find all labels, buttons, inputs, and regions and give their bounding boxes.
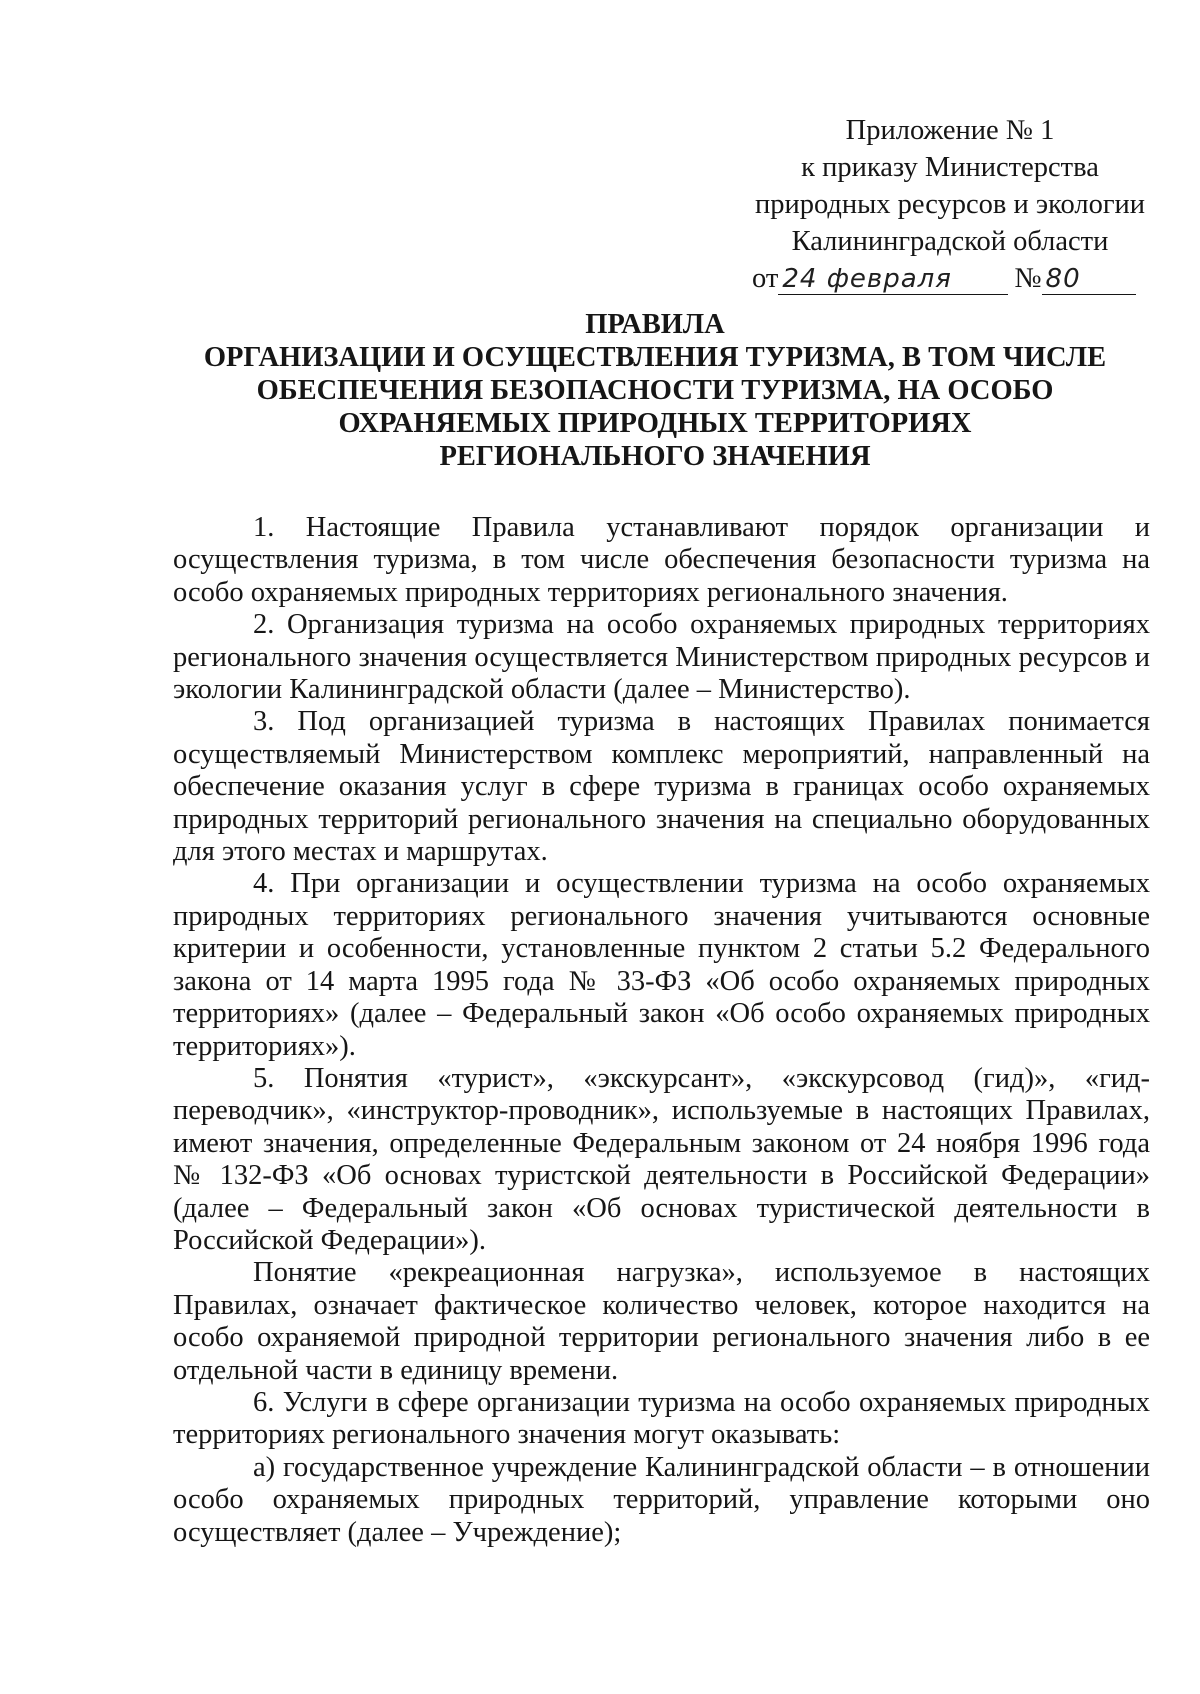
annex-region: Калининградской области (791, 226, 1109, 257)
paragraph-6: 6. Услуги в сфере организации туризма на особо охраняемых природных территориях регионального значения могут оказывать: (173, 1386, 1150, 1451)
paragraph-5-recreational-load: Понятие «рекреационная нагрузка», используемое в настоящих Правилах, означает фактическое количество человек, которое находится на особо охраняемой природной территории регионального значения либо в ее отдельной части в единицу времени. (173, 1257, 1150, 1386)
title-line-5: РЕГИОНАЛЬНОГО ЗНАЧЕНИЯ (439, 441, 871, 472)
paragraph-3: 3. Под организацией туризма в настоящих Правилах понимается осуществляемый Министерством комплекс мероприятий, направленный на обеспечение оказания услуг в сфере туризма в границах особо охраняемых природных территорий регионального значения на специально оборудованных для этого местах и маршрутах. (173, 706, 1150, 868)
document-body (173, 512, 1150, 1549)
annex-order-ref: к приказу Министерства (801, 152, 1099, 183)
document-title (160, 308, 1150, 473)
date-prefix: от (752, 263, 779, 294)
number-sign: № (1014, 263, 1042, 294)
annex-ministry: природных ресурсов и экологии (754, 189, 1146, 220)
title-line-4: ОХРАНЯЕМЫХ ПРИРОДНЫХ ТЕРРИТОРИЯХ (338, 408, 972, 439)
title-line-2: ОРГАНИЗАЦИИ И ОСУЩЕСТВЛЕНИЯ ТУРИЗМА, В ТОМ ЧИСЛЕ (203, 342, 1107, 373)
paragraph-2: 2. Организация туризма на особо охраняемых природных территориях регионального значения осуществляется Министерством природных ресурсов и экологии Калининградской области (далее – Министерство). (173, 609, 1150, 706)
paragraph-5: 5. Понятия «турист», «экскурсант», «экскурсовод (гид)», «гид-переводчик», «инструктор-проводник», используемые в настоящих Правилах, имеют значения, определенные Федеральным законом от 24 ноября 1996 года № 132-ФЗ «Об основах туристской деятельности в Российской Федерации» (далее – Федеральный закон «Об основах туристической деятельности в Российской Федерации»). (173, 1062, 1150, 1256)
paragraph-4: 4. При организации и осуществлении туризма на особо охраняемых природных территориях регионального значения учитываются основные критерии и особенности, установленные пунктом 2 статьи 5.2 Федерального закона от 14 марта 1995 года № 33-ФЗ «Об особо охраняемых природных территориях» (далее – Федеральный закон «Об особо охраняемых природных территориях»). (173, 868, 1150, 1062)
paragraph-1: 1. Настоящие Правила устанавливают порядок организации и осуществления туризма, в том числе обеспечения безопасности туризма на особо охраняемых природных территориях регионального значения. (173, 512, 1150, 608)
title-line-3: ОБЕСПЕЧЕНИЯ БЕЗОПАСНОСТИ ТУРИЗМА, НА ОСОБО (256, 375, 1054, 406)
title-line-1: ПРАВИЛА (585, 309, 725, 340)
handwritten-date: 24 февраля (778, 264, 1008, 295)
annex-block (740, 112, 1160, 297)
annex-number: Приложение № 1 (845, 115, 1055, 146)
handwritten-number: 80 (1042, 264, 1136, 295)
paragraph-6-a: а) государственное учреждение Калининградской области – в отношении особо охраняемых природных территорий, управление которыми оно осуществляет (далее – Учреждение); (173, 1451, 1150, 1548)
annex-date-line (740, 260, 1160, 297)
